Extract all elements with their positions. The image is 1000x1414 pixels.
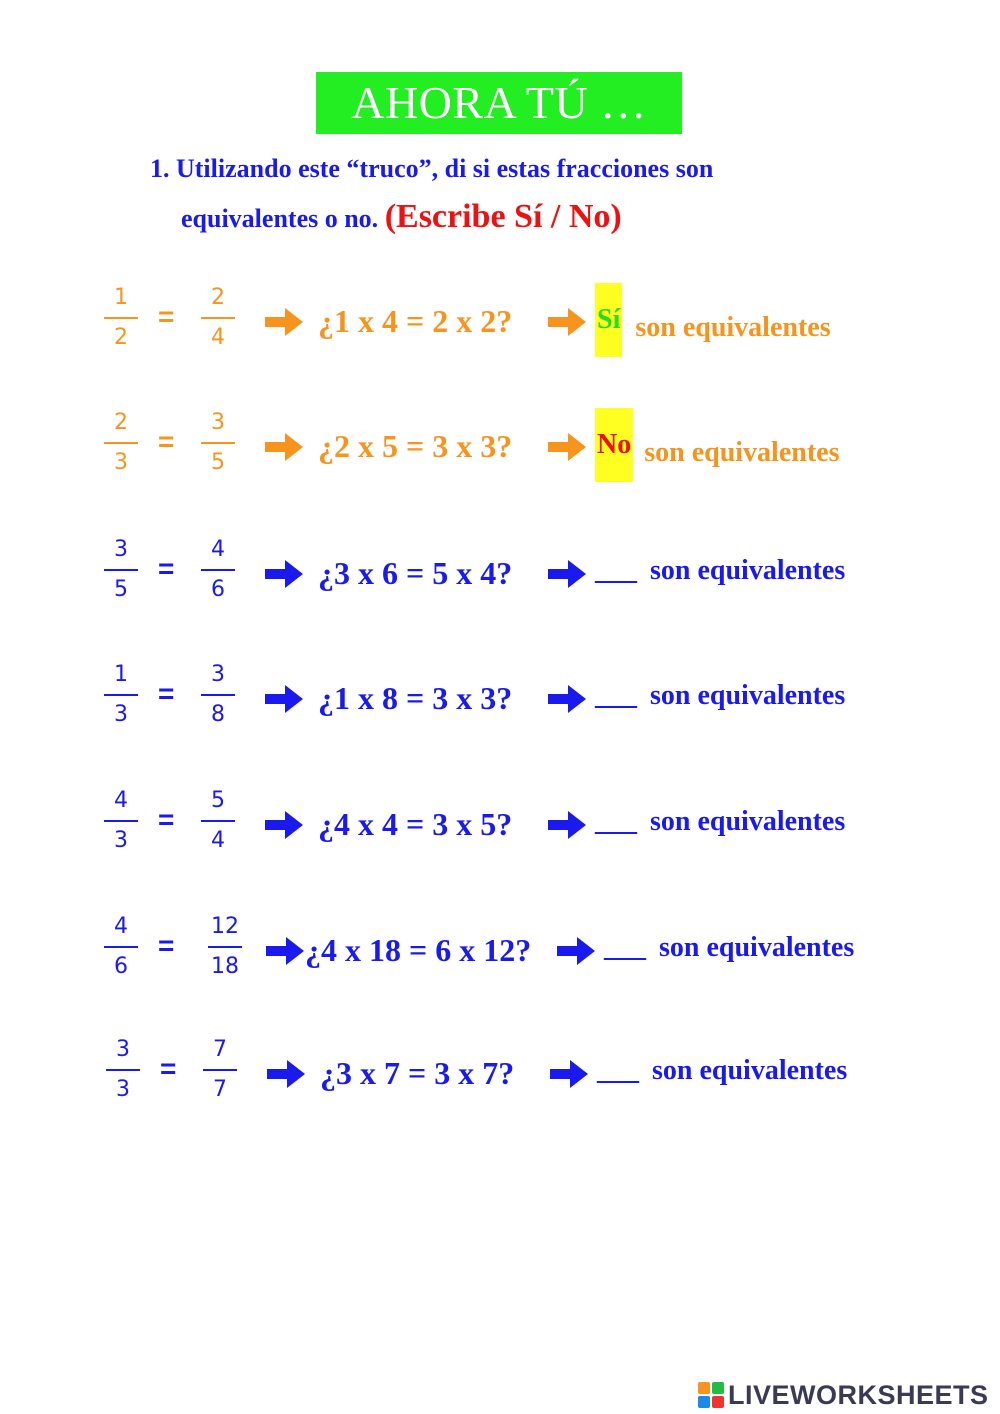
answer-line	[597, 1055, 847, 1087]
fraction-bar	[104, 317, 138, 319]
fraction-bar	[201, 442, 235, 444]
numerator: 1	[114, 662, 128, 687]
exercise-row	[0, 1035, 1000, 1115]
fraction-right	[200, 912, 250, 982]
numerator: 4	[114, 914, 128, 939]
fraction-bar	[106, 1069, 140, 1071]
fraction-right	[193, 535, 243, 605]
equals-sign: =	[160, 1053, 177, 1084]
numerator: 2	[211, 285, 225, 310]
right-arrow-icon	[263, 431, 305, 463]
denominator: 2	[114, 325, 128, 350]
answer-suffix: son equivalentes	[652, 1055, 848, 1086]
numerator: 4	[211, 537, 225, 562]
right-arrow-icon	[546, 683, 588, 715]
fraction-left	[96, 408, 146, 478]
answer-suffix: son equivalentes	[650, 555, 846, 586]
answer-blank[interactable]: ___	[595, 806, 637, 837]
fraction-right	[193, 408, 243, 478]
cross-multiplication-question: ¿1 x 8 = 3 x 3?	[318, 680, 513, 716]
denominator: 6	[114, 954, 128, 979]
denominator: 3	[114, 702, 128, 727]
footer-brand-text: LIVEWORKSHEETS	[728, 1379, 989, 1410]
fraction-left	[96, 912, 146, 982]
right-arrow-icon	[555, 935, 597, 967]
answer-no-highlight: No	[595, 408, 633, 482]
fraction-bar	[208, 946, 242, 948]
right-arrow-icon	[548, 1058, 590, 1090]
answer-line	[595, 555, 845, 587]
cross-multiplication-question: ¿3 x 7 = 3 x 7?	[320, 1055, 515, 1091]
fraction-bar	[104, 569, 138, 571]
numerator: 3	[114, 537, 128, 562]
cross-multiplication-question: ¿1 x 4 = 2 x 2?	[318, 303, 513, 339]
answer-line	[595, 806, 845, 838]
denominator: 3	[116, 1077, 130, 1102]
right-arrow-icon	[546, 809, 588, 841]
fraction-left	[96, 660, 146, 730]
right-arrow-icon	[265, 1058, 307, 1090]
footer-brand	[698, 1380, 989, 1410]
answer-suffix: son equivalentes	[650, 680, 846, 711]
equals-sign: =	[158, 553, 175, 584]
equals-sign: =	[158, 804, 175, 835]
denominator: 4	[211, 325, 225, 350]
fraction-bar	[104, 442, 138, 444]
numerator: 3	[211, 662, 225, 687]
cross-multiplication-question: ¿4 x 4 = 3 x 5?	[318, 806, 513, 842]
numerator: 2	[114, 410, 128, 435]
equals-sign: =	[158, 301, 175, 332]
answer-line	[595, 680, 845, 712]
instruction-emphasis: (Escribe Sí / No)	[384, 198, 622, 235]
answer-blank[interactable]: ___	[595, 680, 637, 711]
denominator: 4	[211, 828, 225, 853]
fraction-left	[96, 786, 146, 856]
answer-suffix: son equivalentes	[635, 312, 831, 344]
fraction-bar	[201, 694, 235, 696]
answer-suffix: son equivalentes	[659, 932, 855, 963]
fraction-left	[96, 535, 146, 605]
exercise-row	[0, 912, 1000, 992]
answer-line	[595, 428, 839, 482]
fraction-bar	[203, 1069, 237, 1071]
exercise-row	[0, 408, 1000, 488]
right-arrow-icon	[263, 306, 305, 338]
answer-blank[interactable]: ___	[604, 932, 646, 963]
denominator: 3	[114, 450, 128, 475]
denominator: 5	[211, 450, 225, 475]
fraction-right	[195, 1035, 245, 1105]
fraction-right	[193, 660, 243, 730]
numerator: 5	[211, 788, 225, 813]
answer-line	[604, 932, 854, 964]
cross-multiplication-question: ¿3 x 6 = 5 x 4?	[318, 555, 513, 591]
numerator: 4	[114, 788, 128, 813]
answer-suffix: son equivalentes	[644, 437, 840, 469]
right-arrow-icon	[263, 809, 305, 841]
fraction-right	[193, 786, 243, 856]
numerator: 3	[116, 1037, 130, 1062]
right-arrow-icon	[546, 431, 588, 463]
liveworksheets-logo-icon	[698, 1382, 724, 1408]
fraction-bar	[201, 317, 235, 319]
answer-blank[interactable]: ___	[597, 1055, 639, 1086]
answer-line	[595, 303, 831, 357]
denominator: 6	[211, 577, 225, 602]
right-arrow-icon	[263, 558, 305, 590]
numerator: 1	[114, 285, 128, 310]
numerator: 7	[213, 1037, 227, 1062]
numerator: 12	[211, 914, 239, 939]
cross-multiplication-question: ¿2 x 5 = 3 x 3?	[318, 428, 513, 464]
fraction-left	[96, 283, 146, 353]
fraction-right	[193, 283, 243, 353]
answer-blank[interactable]: ___	[595, 555, 637, 586]
exercise-row	[0, 535, 1000, 615]
fraction-bar	[201, 569, 235, 571]
denominator: 3	[114, 828, 128, 853]
fraction-bar	[104, 820, 138, 822]
denominator: 5	[114, 577, 128, 602]
right-arrow-icon	[546, 306, 588, 338]
right-arrow-icon	[264, 935, 306, 967]
fraction-bar	[104, 694, 138, 696]
fraction-bar	[201, 820, 235, 822]
exercise-row	[0, 660, 1000, 740]
instruction-line-1: 1. Utilizando este “truco”, di si estas fracciones son	[150, 154, 714, 183]
exercise-row	[0, 786, 1000, 866]
instruction-line-2: equivalentes o no. (Escribe Sí / No)	[181, 198, 622, 235]
equals-sign: =	[158, 678, 175, 709]
denominator: 8	[211, 702, 225, 727]
fraction-left	[98, 1035, 148, 1105]
equals-sign: =	[158, 426, 175, 457]
cross-multiplication-question: ¿4 x 18 = 6 x 12?	[305, 932, 532, 968]
denominator: 18	[211, 954, 239, 979]
right-arrow-icon	[263, 683, 305, 715]
equals-sign: =	[158, 930, 175, 961]
fraction-bar	[104, 946, 138, 948]
right-arrow-icon	[546, 558, 588, 590]
worksheet-title: AHORA TÚ …	[316, 72, 682, 134]
answer-si-highlight: Sí	[595, 283, 622, 357]
exercise-row	[0, 283, 1000, 363]
instruction-text	[150, 145, 870, 243]
answer-suffix: son equivalentes	[650, 806, 846, 837]
denominator: 7	[213, 1077, 227, 1102]
numerator: 3	[211, 410, 225, 435]
